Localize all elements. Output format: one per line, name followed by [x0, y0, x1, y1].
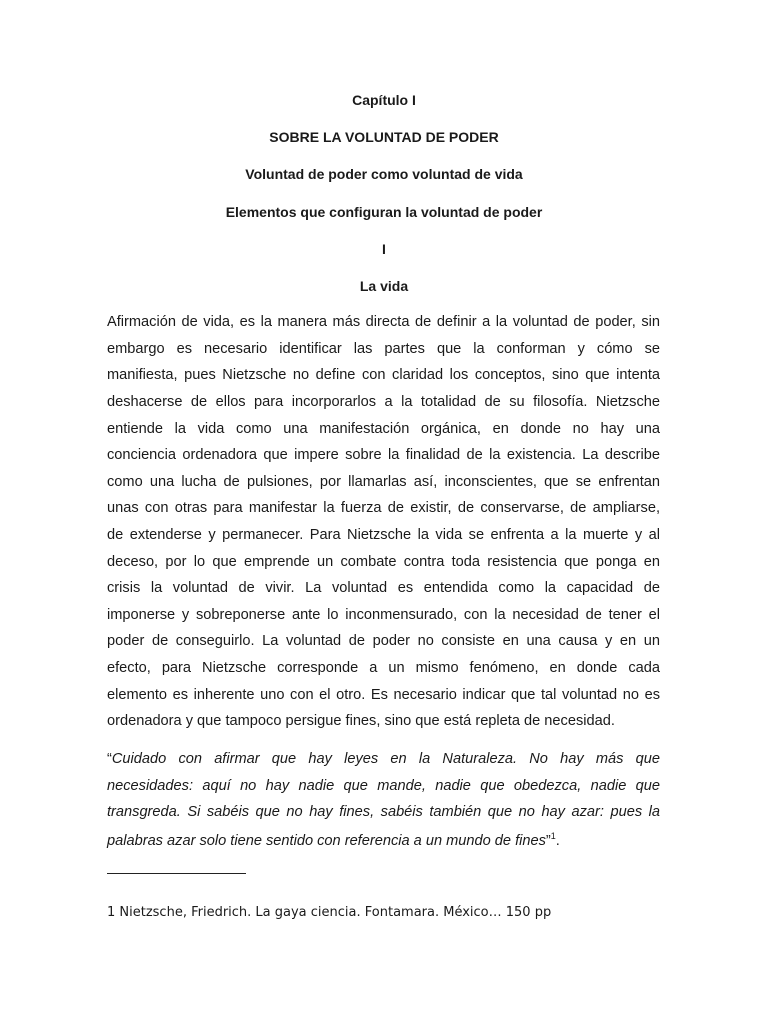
paragraph-line: ordenadora y que tampoco persigue fines, sino que está repleta de necesidad.	[107, 713, 615, 729]
paragraph-line: poder de conseguirlo. La voluntad de poder no consiste en una causa y en un	[107, 633, 660, 649]
footnote-separator	[107, 873, 246, 874]
paragraph-line: manifiesta, pues Nietzsche no define con claridad los conceptos, sino que intenta	[107, 367, 660, 383]
paragraph-line: de extenderse y permanecer. Para Nietzsche la vida se enfrenta a la muerte y al	[107, 527, 660, 543]
open-quote-mark: “	[107, 751, 112, 767]
paragraph-line: imponerse y sobreponerse ante lo inconmensurado, con la necesidad de tener el	[107, 607, 660, 623]
subtitle-vida: Voluntad de poder como voluntad de vida	[245, 166, 523, 182]
quote-text: Cuidado con afirmar que hay leyes en la Naturaleza. No hay más que	[111, 751, 660, 767]
close-quote-mark: ”	[545, 832, 551, 849]
quote-line	[107, 831, 660, 849]
subtitle-elementos: Elementos que configuran la voluntad de poder	[225, 204, 543, 220]
quote-text: palabras azar solo tiene sentido con referencia a un mundo de fines	[107, 832, 546, 849]
quote-period: .	[555, 832, 560, 849]
paragraph-line: deshacerse de ellos para incorporarlos a la totalidad de su filosofía. Nietzsche	[107, 394, 660, 410]
paragraph-line: elemento es inherente uno con el otro. Es necesario indicar que tal voluntad no es	[107, 687, 660, 703]
paragraph-line: unas con otras para manifestar la fuerza de existir, de conservarse, de ampliarse,	[107, 500, 660, 516]
footnote-text: 1 Nietzsche, Friedrich. La gaya ciencia. Fontamara. México… 150 pp	[107, 905, 552, 920]
footnote-reference[interactable]: 1	[550, 831, 556, 841]
section-number: I	[382, 241, 386, 257]
paragraph-line: entiende la vida como una manifestación orgánica, en donde no hay una	[107, 421, 660, 437]
paragraph-line: embargo es necesario identificar las partes que la conforman y cómo se	[107, 341, 660, 357]
quote-line: transgreda. Si sabéis que no hay fines, sabéis también que no hay azar: pues la	[107, 804, 660, 820]
paragraph-line: deceso, por lo que emprende un combate contra toda resistencia que ponga en	[107, 554, 660, 570]
quote-line: necesidades: aquí no hay nadie que mande, nadie que obedezca, nadie que	[107, 778, 660, 794]
paragraph-line: crisis la voluntad de vivir. La voluntad es entendida como la capacidad de	[107, 580, 660, 596]
chapter-title: SOBRE LA VOLUNTAD DE PODER	[269, 129, 499, 145]
paragraph-line: conciencia ordenadora que impere sobre la finalidad de la existencia. La describe	[107, 447, 660, 463]
paragraph-line: Afirmación de vida, es la manera más directa de definir a la voluntad de poder, sin	[107, 314, 660, 330]
chapter-heading: Capítulo I	[352, 92, 416, 108]
section-title: La vida	[359, 278, 409, 294]
paragraph-line: efecto, para Nietzsche corresponde a un mismo fenómeno, en donde cada	[107, 660, 660, 676]
quote-line	[107, 751, 660, 767]
paragraph-line: como una lucha de pulsiones, por llamarlas así, inconscientes, que se enfrentan	[107, 474, 660, 490]
